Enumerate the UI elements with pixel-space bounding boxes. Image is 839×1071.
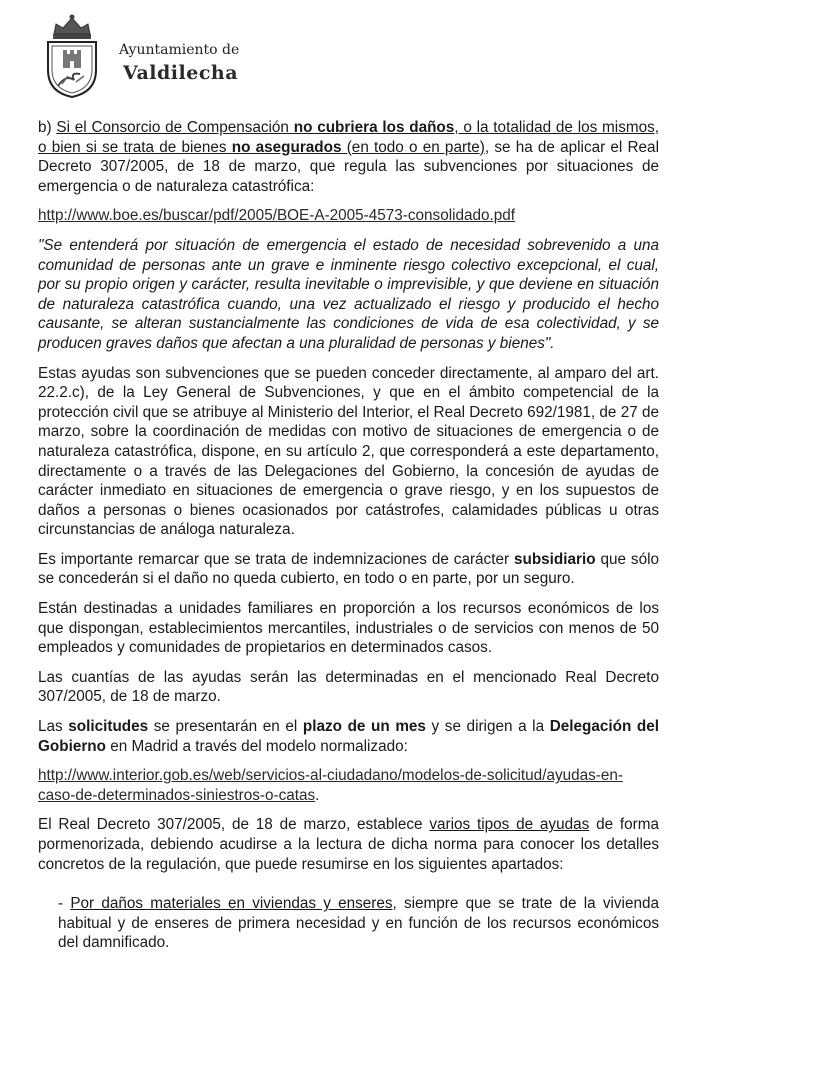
bold-span: no cubriera los daños <box>293 119 455 136</box>
paragraph-ayudas: Estas ayudas son subvenciones que se pueden conceder directamente, al amparo del art. 22.2.c), de la Ley General de Subvenciones, y que en el ámbito competencial de la protección civil que se atribuye al Ministerio del Interior, el Real Decreto 692/1981, de 27 de marzo, sobre la coordinación de medidas con motivo de situaciones de emergencia o de naturaleza catastrófica, dispone, en su artículo 2, que corresponderá a este departamento, directamente o a través de las Delegaciones del Gobierno, la concesión de ayudas de carácter inmediato en situaciones de emergencia o grave riesgo, y en los supuestos de daños a personas o bienes ocasionados por catástrofes, calamidades públicas u otras circunstancias de análoga naturaleza. <box>38 364 659 539</box>
paragraph-cuantias: Las cuantías de las ayudas serán las determinadas en el mencionado Real Decreto 307/2005, de 18 de marzo. <box>38 668 659 706</box>
text-span: Es importante remarcar que se trata de indemnizaciones de carácter <box>38 550 514 568</box>
bullet-dash: - <box>58 895 71 913</box>
text-span: que sólo se concederán si el daño no queda cubierto, en todo o en parte, por un seguro. <box>38 550 659 588</box>
text-span: , siempre que se trate de la vivienda habitual y de enseres de primera necesidad y en función de los recursos económicos del damnificado. <box>58 895 659 952</box>
bold-span: no asegurados <box>231 138 342 156</box>
bold-span: plazo de un mes <box>302 718 426 736</box>
text-span: (en todo o en parte) <box>341 138 485 156</box>
paragraph-subsidiario <box>38 550 659 589</box>
text-span: y se dirigen a la <box>425 718 550 736</box>
org-name-line2: Valdilecha <box>123 62 239 84</box>
interior-form-link[interactable]: http://www.interior.gob.es/web/servicios-al-ciudadano/modelos-de-solicitud/ayudas-en-caso-de-determinados-siniestros-o-catas <box>38 767 623 804</box>
text-span: de forma pormenorizada, debiendo acudirse a la lectura de dicha norma para conocer los detalles concretos de la regulación, que puede resumirse en los siguientes apartados: <box>38 816 660 873</box>
text-span: varios tipos de ayudas <box>429 816 590 834</box>
link-paragraph-interior <box>38 766 659 805</box>
paragraph-destinadas: Están destinadas a unidades familiares en proporción a los recursos económicos de los que dispongan, establecimientos mercantiles, industriales o de servicios con menos de 50 empleados y comunidades de propietarios en determinados casos. <box>38 600 659 657</box>
paragraph-consorcio <box>38 118 659 196</box>
boe-pdf-link[interactable]: http://www.boe.es/buscar/pdf/2005/BOE-A-2005-4573-consolidado.pdf <box>38 207 516 225</box>
coat-of-arms-icon <box>44 12 100 98</box>
text-span: Las <box>38 718 69 736</box>
text-span: se presentarán en el <box>148 718 303 736</box>
text-span: . <box>315 786 320 804</box>
org-name-line1: Ayuntamiento de <box>119 42 240 58</box>
text-span: en Madrid a través del modelo normalizado: <box>106 737 408 755</box>
document-body <box>38 118 659 963</box>
text-span: b) <box>38 119 57 136</box>
text-span: , o la totalidad de los mismos, o bien si se trata de bienes <box>38 119 659 156</box>
paragraph-tipos-ayudas <box>38 815 659 874</box>
bold-span: solicitudes <box>68 718 149 736</box>
text-span: Por daños materiales en viviendas y enseres <box>70 895 393 913</box>
text-span: Si el Consorcio de Compensación <box>56 119 294 136</box>
bold-span: subsidiario <box>513 550 596 568</box>
link-paragraph-boe <box>38 206 659 226</box>
quote-paragraph: "Se entenderá por situación de emergencia el estado de necesidad sobrevenido a una comunidad de personas ante un grave e inminente riesgo colectivo excepcional, el cual, por su propio origen y carácter, resulta inevitable o imprevisible, y que deviene en situación de naturaleza catastrófica cuando, una vez actualizado el riesgo y producido el hecho causante, se alteran sustancialmente las condiciones de vida de esa colectividad, y se producen graves daños que afectan a una pluralidad de personas y bienes". <box>38 236 659 352</box>
text-span: El Real Decreto 307/2005, de 18 de marzo, establece <box>38 816 430 834</box>
letterhead <box>44 12 344 102</box>
bold-span: Delegación del Gobierno <box>38 718 660 755</box>
text-span: , se ha de aplicar el Real Decreto 307/2005, de 18 de marzo, que regula las subvenciones por situaciones de emergencia o de naturaleza catastrófica: <box>38 138 659 195</box>
list-item-viviendas <box>58 894 659 953</box>
paragraph-solicitudes <box>38 717 659 756</box>
